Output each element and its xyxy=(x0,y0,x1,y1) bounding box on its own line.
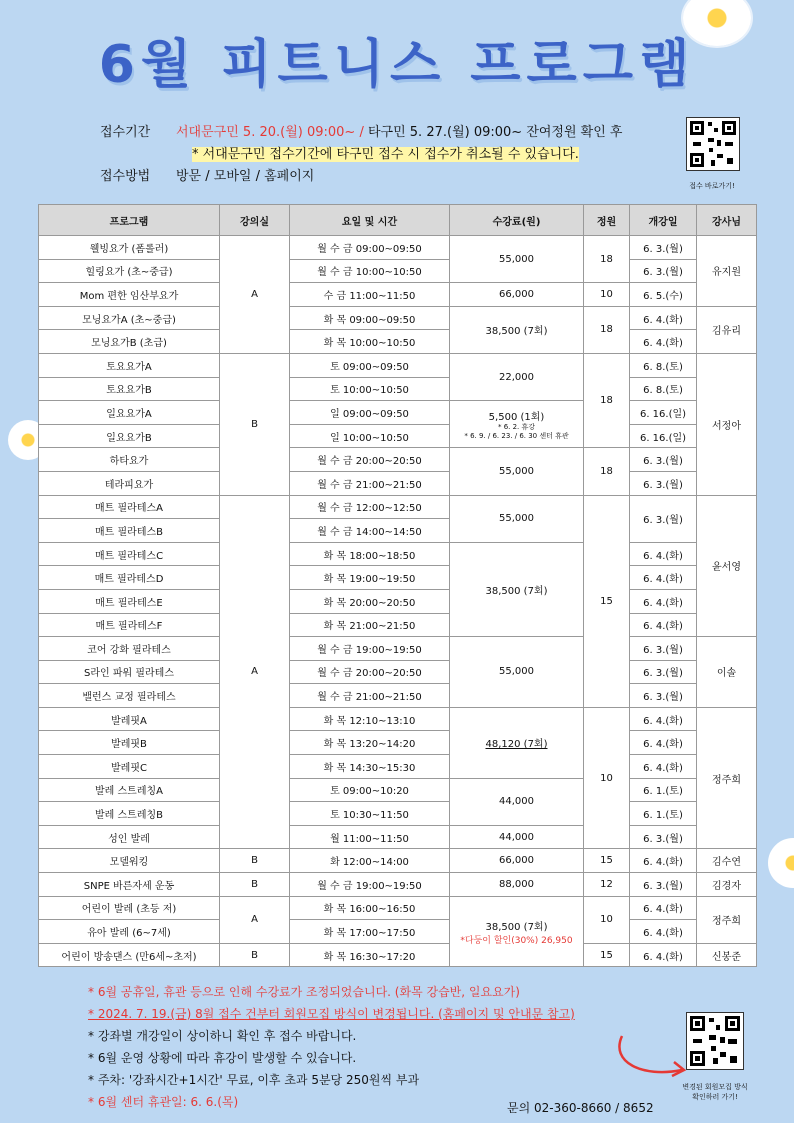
program-time: 일 09:00~09:50 xyxy=(290,401,450,425)
room: A xyxy=(220,896,290,943)
program-name: 토요요가A xyxy=(39,353,220,377)
qr-bottom-caption-line2: 확인하러 가기! xyxy=(692,1093,738,1101)
note-item: * 6월 운영 상황에 따라 휴강이 발생할 수 있습니다. xyxy=(88,1051,357,1065)
room: B xyxy=(220,873,290,897)
program-name: 모닝요가A (초~중급) xyxy=(39,306,220,330)
instructor: 정주희 xyxy=(697,896,757,943)
start-date: 6. 3.(월) xyxy=(630,825,697,849)
table-row xyxy=(39,283,757,307)
period-note: * 서대문구민 접수기간에 타구민 접수 시 접수가 취소될 수 있습니다. xyxy=(192,147,579,162)
table-row xyxy=(39,778,757,802)
program-name: 매트 필라테스F xyxy=(39,613,220,637)
start-date: 6. 4.(화) xyxy=(630,330,697,354)
instructor: 김수연 xyxy=(697,849,757,873)
fee: 88,000 xyxy=(450,873,584,897)
registration-info xyxy=(100,122,623,188)
table-row xyxy=(39,849,757,873)
notes xyxy=(88,981,575,1113)
program-time: 화 목 09:00~09:50 xyxy=(290,306,450,330)
program-name: 매트 필라테스C xyxy=(39,542,220,566)
room: B xyxy=(220,943,290,967)
program-name: 발레핏A xyxy=(39,707,220,731)
capacity: 15 xyxy=(584,943,630,967)
capacity: 10 xyxy=(584,896,630,943)
program-name: 일요요가B xyxy=(39,424,220,448)
header-capacity: 정원 xyxy=(584,205,630,236)
program-name: 매트 필라테스A xyxy=(39,495,220,519)
program-name: 발레 스트레칭B xyxy=(39,802,220,826)
note-item: * 주차: '강좌시간+1시간' 무료, 이후 초과 5분당 250원씩 부과 xyxy=(88,1073,420,1087)
instructor: 서정아 xyxy=(697,353,757,495)
room: B xyxy=(220,353,290,495)
table-row xyxy=(39,377,757,401)
start-date: 6. 4.(화) xyxy=(630,943,697,967)
table-row xyxy=(39,542,757,566)
note-item: * 2024. 7. 19.(금) 8월 접수 건부터 회원모집 방식이 변경됩니다. (홈페이지 및 안내문 참고) xyxy=(88,1007,575,1021)
program-time: 월 수 금 19:00~19:50 xyxy=(290,637,450,661)
instructor: 윤서영 xyxy=(697,495,757,637)
fee: 55,000 xyxy=(450,495,584,542)
capacity: 10 xyxy=(584,283,630,307)
qr-top-caption: 접수 바로가기! xyxy=(689,182,735,190)
program-name: 매트 필라테스D xyxy=(39,566,220,590)
program-time: 화 목 10:00~10:50 xyxy=(290,330,450,354)
capacity: 10 xyxy=(584,707,630,849)
start-date: 6. 3.(월) xyxy=(630,259,697,283)
fee: 66,000 xyxy=(450,283,584,307)
table-row xyxy=(39,424,757,448)
note-item: * 6월 공휴일, 휴관 등으로 인해 수강료가 조정되었습니다. (화목 강습반, 일요요가) xyxy=(88,985,520,999)
fee: 66,000 xyxy=(450,849,584,873)
program-time: 월 11:00~11:50 xyxy=(290,825,450,849)
start-date: 6. 4.(화) xyxy=(630,589,697,613)
start-date: 6. 1.(토) xyxy=(630,802,697,826)
fee: 44,000 xyxy=(450,778,584,825)
program-name: 발레 스트레칭A xyxy=(39,778,220,802)
program-name: 테라피요가 xyxy=(39,471,220,495)
header-fee: 수강료(원) xyxy=(450,205,584,236)
program-name: 일요요가A xyxy=(39,401,220,425)
start-date: 6. 3.(월) xyxy=(630,684,697,708)
qr-code-icon xyxy=(687,1013,743,1069)
fee: 38,500 (7회) xyxy=(450,542,584,636)
start-date: 6. 3.(월) xyxy=(630,448,697,472)
program-name: SNPE 바른자세 운동 xyxy=(39,873,220,897)
program-name: 매트 필라테스E xyxy=(39,589,220,613)
start-date: 6. 5.(수) xyxy=(630,283,697,307)
start-date: 6. 4.(화) xyxy=(630,896,697,920)
fee-value: 48,120 (7회) xyxy=(485,739,548,751)
program-name: 어린이 방송댄스 (만6세~초저) xyxy=(39,943,220,967)
start-date: 6. 4.(화) xyxy=(630,566,697,590)
start-date: 6. 3.(월) xyxy=(630,495,697,542)
qr-bottom-caption xyxy=(670,1082,760,1102)
fee: 55,000 xyxy=(450,236,584,283)
program-time: 월 수 금 19:00~19:50 xyxy=(290,873,450,897)
start-date: 6. 4.(화) xyxy=(630,755,697,779)
program-name: 토요요가B xyxy=(39,377,220,401)
program-time: 화 목 16:00~16:50 xyxy=(290,896,450,920)
arrow-icon xyxy=(612,1032,692,1082)
start-date: 6. 4.(화) xyxy=(630,920,697,944)
table-row xyxy=(39,920,757,944)
table-row xyxy=(39,802,757,826)
program-time: 월 수 금 09:00~09:50 xyxy=(290,236,450,260)
program-time: 화 목 18:00~18:50 xyxy=(290,542,450,566)
table-row xyxy=(39,353,757,377)
program-time: 화 목 13:20~14:20 xyxy=(290,731,450,755)
table-row xyxy=(39,707,757,731)
table-row xyxy=(39,613,757,637)
start-date: 6. 16.(일) xyxy=(630,401,697,425)
program-time: 토 09:00~09:50 xyxy=(290,353,450,377)
program-name: 하타요가 xyxy=(39,448,220,472)
capacity: 18 xyxy=(584,353,630,447)
instructor: 김유리 xyxy=(697,306,757,353)
start-date: 6. 4.(화) xyxy=(630,849,697,873)
note-item: * 강좌별 개강일이 상이하니 확인 후 접수 바랍니다. xyxy=(88,1029,357,1043)
start-date: 6. 4.(화) xyxy=(630,542,697,566)
program-name: 밸런스 교정 필라테스 xyxy=(39,684,220,708)
table-row xyxy=(39,660,757,684)
instructor: 김경자 xyxy=(697,873,757,897)
period-seodaemun: 서대문구민 5. 20.(월) 09:00~ / xyxy=(176,125,364,140)
instructor: 신봉준 xyxy=(697,943,757,967)
table-row xyxy=(39,637,757,661)
start-date: 6. 3.(월) xyxy=(630,660,697,684)
table-header xyxy=(39,205,757,236)
instructor: 이솔 xyxy=(697,637,757,708)
program-time: 월 수 금 12:00~12:50 xyxy=(290,495,450,519)
program-time: 화 목 17:00~17:50 xyxy=(290,920,450,944)
program-time: 월 수 금 14:00~14:50 xyxy=(290,519,450,543)
table-row xyxy=(39,401,757,425)
capacity: 18 xyxy=(584,448,630,495)
table-row xyxy=(39,896,757,920)
start-date: 6. 16.(일) xyxy=(630,424,697,448)
header-start: 개강일 xyxy=(630,205,697,236)
fee xyxy=(450,707,584,778)
start-date: 6. 3.(월) xyxy=(630,471,697,495)
program-name: 발레핏C xyxy=(39,755,220,779)
start-date: 6. 4.(화) xyxy=(630,731,697,755)
program-time: 토 10:00~10:50 xyxy=(290,377,450,401)
program-time: 월 수 금 21:00~21:50 xyxy=(290,471,450,495)
start-date: 6. 4.(화) xyxy=(630,613,697,637)
room: A xyxy=(220,495,290,849)
header-time: 요일 및 시간 xyxy=(290,205,450,236)
method-value: 방문 / 모바일 / 홈페이지 xyxy=(176,169,315,184)
program-name: 성인 발레 xyxy=(39,825,220,849)
qr-bottom-caption-line1: 변경된 회원모집 방식 xyxy=(682,1083,748,1091)
room: B xyxy=(220,849,290,873)
start-date: 6. 4.(화) xyxy=(630,306,697,330)
program-table xyxy=(38,204,757,967)
program-time: 토 10:30~11:50 xyxy=(290,802,450,826)
period-other: 타구민 5. 27.(월) 09:00~ 잔여정원 확인 후 xyxy=(363,125,623,140)
program-name: 유아 발레 (6~7세) xyxy=(39,920,220,944)
page-title: 6월 피트니스 프로그램 xyxy=(98,35,696,95)
program-name: S라인 파워 필라테스 xyxy=(39,660,220,684)
flower-right xyxy=(768,838,794,888)
capacity: 12 xyxy=(584,873,630,897)
program-name: 코어 강화 필라테스 xyxy=(39,637,220,661)
period-label: 접수기간 xyxy=(100,125,151,140)
fee xyxy=(450,401,584,448)
program-name: 어린이 발레 (초등 저) xyxy=(39,896,220,920)
room: A xyxy=(220,236,290,354)
qr-code-membership[interactable] xyxy=(686,1012,744,1070)
header-program: 프로그램 xyxy=(39,205,220,236)
contact-info: 문의 02-360-8660 / 8652 xyxy=(507,1101,654,1115)
fee-discount: *다둥이 할인(30%) 26,950 xyxy=(460,935,573,946)
program-time: 화 목 21:00~21:50 xyxy=(290,613,450,637)
program-name: 웰빙요가 (폼롤러) xyxy=(39,236,220,260)
note-item: * 6월 센터 휴관일: 6. 6.(목) xyxy=(88,1095,239,1109)
program-time: 토 09:00~10:20 xyxy=(290,778,450,802)
fee-value: 38,500 (7회) xyxy=(485,921,548,933)
table-row xyxy=(39,448,757,472)
table-row xyxy=(39,330,757,354)
fee: 55,000 xyxy=(450,448,584,495)
program-time: 화 12:00~14:00 xyxy=(290,849,450,873)
capacity: 15 xyxy=(584,849,630,873)
instructor: 정주희 xyxy=(697,707,757,849)
start-date: 6. 3.(월) xyxy=(630,637,697,661)
start-date: 6. 8.(토) xyxy=(630,353,697,377)
instructor: 유지원 xyxy=(697,236,757,307)
capacity: 18 xyxy=(584,306,630,353)
program-time: 월 수 금 20:00~20:50 xyxy=(290,660,450,684)
program-time: 화 목 19:00~19:50 xyxy=(290,566,450,590)
table-row xyxy=(39,684,757,708)
table-row xyxy=(39,943,757,967)
program-name: 매트 필라테스B xyxy=(39,519,220,543)
fee: 44,000 xyxy=(450,825,584,849)
table-row xyxy=(39,755,757,779)
header-room: 강의실 xyxy=(220,205,290,236)
program-time: 화 목 14:30~15:30 xyxy=(290,755,450,779)
table-row xyxy=(39,306,757,330)
table-row xyxy=(39,259,757,283)
qr-code-icon xyxy=(687,118,739,170)
program-time: 화 목 12:10~13:10 xyxy=(290,707,450,731)
capacity: 15 xyxy=(584,495,630,707)
table-row xyxy=(39,471,757,495)
table-row xyxy=(39,589,757,613)
method-label: 접수방법 xyxy=(100,169,151,184)
fee: 22,000 xyxy=(450,353,584,400)
table-row xyxy=(39,873,757,897)
fee-note: * 6. 9. / 6. 23. / 6. 30 센터 휴관 xyxy=(464,431,569,440)
qr-code-registration[interactable] xyxy=(686,117,740,171)
table-row xyxy=(39,566,757,590)
program-time: 화 목 16:30~17:20 xyxy=(290,943,450,967)
fee xyxy=(450,896,584,967)
start-date: 6. 3.(월) xyxy=(630,236,697,260)
program-name: Mom 편한 임산부요가 xyxy=(39,283,220,307)
program-time: 월 수 금 21:00~21:50 xyxy=(290,684,450,708)
fee-value: 5,500 (1회) xyxy=(488,411,545,423)
capacity: 18 xyxy=(584,236,630,283)
program-time: 화 목 20:00~20:50 xyxy=(290,589,450,613)
table-row xyxy=(39,236,757,260)
start-date: 6. 4.(화) xyxy=(630,707,697,731)
table-row xyxy=(39,825,757,849)
program-time: 월 수 금 20:00~20:50 xyxy=(290,448,450,472)
table-row xyxy=(39,731,757,755)
start-date: 6. 3.(월) xyxy=(630,873,697,897)
fee: 38,500 (7회) xyxy=(450,306,584,353)
program-time: 일 10:00~10:50 xyxy=(290,424,450,448)
fee: 55,000 xyxy=(450,637,584,708)
header-instructor: 강사님 xyxy=(697,205,757,236)
program-name: 모델워킹 xyxy=(39,849,220,873)
start-date: 6. 1.(토) xyxy=(630,778,697,802)
program-time: 월 수 금 10:00~10:50 xyxy=(290,259,450,283)
program-name: 발레핏B xyxy=(39,731,220,755)
program-name: 모닝요가B (초급) xyxy=(39,330,220,354)
fee-note: * 6. 2. 휴강 xyxy=(497,422,536,431)
program-name: 힐링요가 (초~중급) xyxy=(39,259,220,283)
table-row xyxy=(39,495,757,519)
start-date: 6. 8.(토) xyxy=(630,377,697,401)
program-time: 수 금 11:00~11:50 xyxy=(290,283,450,307)
